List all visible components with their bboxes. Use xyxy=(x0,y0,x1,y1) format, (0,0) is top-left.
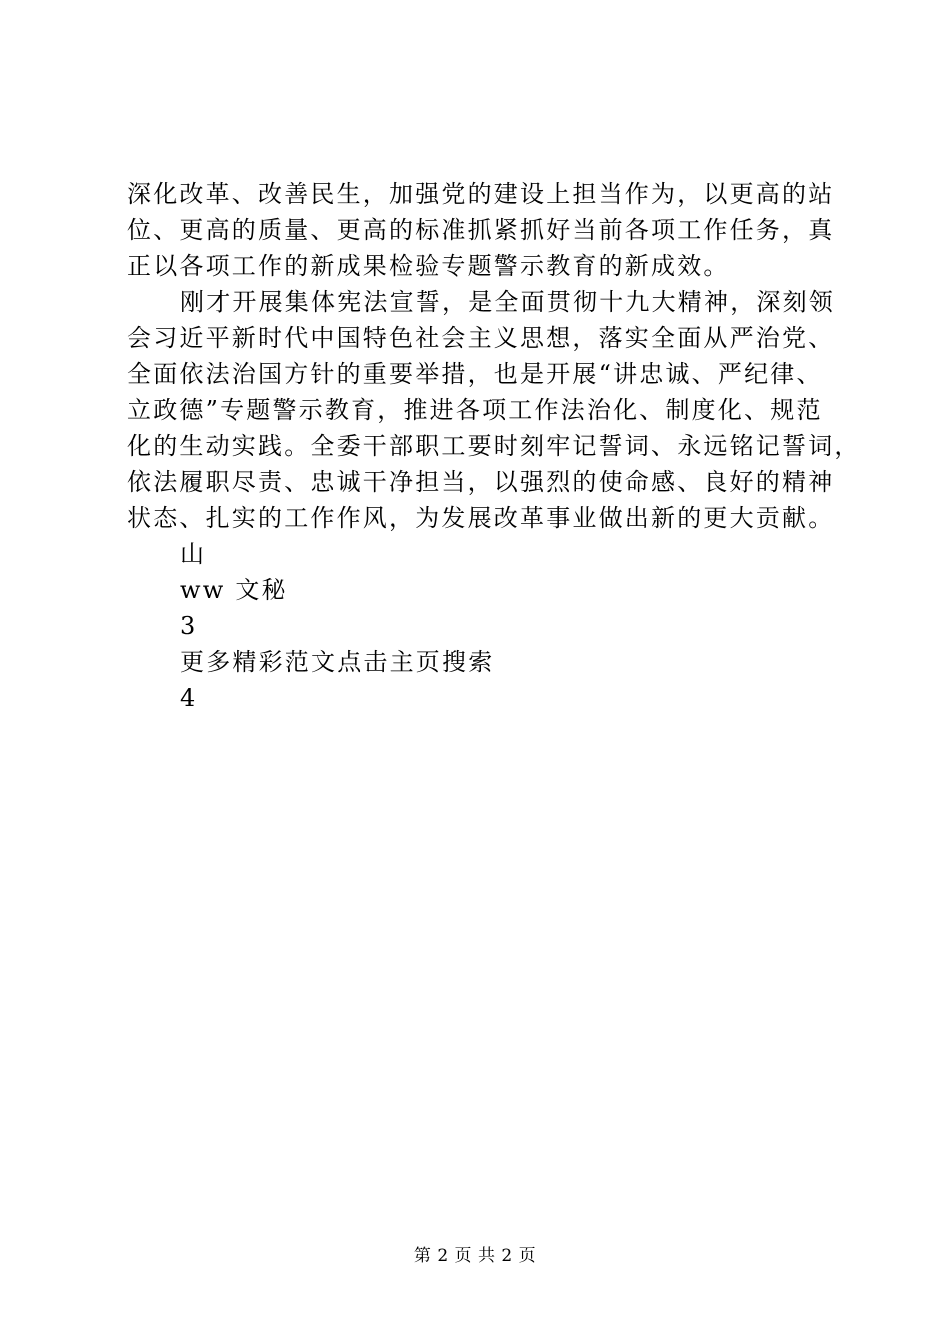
text-line: 位、更高的质量、更高的标准抓紧抓好当前各项工作任务，真 xyxy=(127,216,835,244)
text-line: 依法履职尽责、忠诚干净担当，以强烈的使命感、良好的精神 xyxy=(127,468,835,496)
page-footer: 第 2 页 共 2 页 xyxy=(413,1246,537,1266)
trailing-notes xyxy=(127,536,839,716)
text-line: 深化改革、改善民生，加强党的建设上担当作为，以更高的站 xyxy=(127,180,835,208)
trailing-line: 更多精彩范文点击主页搜索 xyxy=(180,648,495,676)
document-body xyxy=(127,176,861,716)
trailing-line: 3 xyxy=(180,612,198,640)
text-line: 正以各项工作的新成果检验专题警示教育的新成效。 xyxy=(127,252,730,280)
text-line: 会习近平新时代中国特色社会主义思想，落实全面从严治党、 xyxy=(127,324,835,352)
paragraph-2 xyxy=(127,284,861,536)
text-line: 状态、扎实的工作作风，为发展改革事业做出新的更大贡献。 xyxy=(127,504,835,532)
trailing-line: 山 xyxy=(180,540,207,568)
text-line: 化的生动实践。全委干部职工要时刻牢记誓词、永远铭记誓词， xyxy=(127,432,861,460)
trailing-line: ww 文秘 xyxy=(180,576,288,604)
text-line: 刚才开展集体宪法宣誓，是全面贯彻十九大精神，深刻领 xyxy=(180,288,835,316)
trailing-line: 4 xyxy=(180,684,198,712)
paragraph-1 xyxy=(127,176,839,284)
text-line: 立政德”专题警示教育，推进各项工作法治化、制度化、规范 xyxy=(127,396,823,424)
text-line: 全面依法治国方针的重要举措，也是开展“讲忠诚、严纪律、 xyxy=(127,360,823,388)
